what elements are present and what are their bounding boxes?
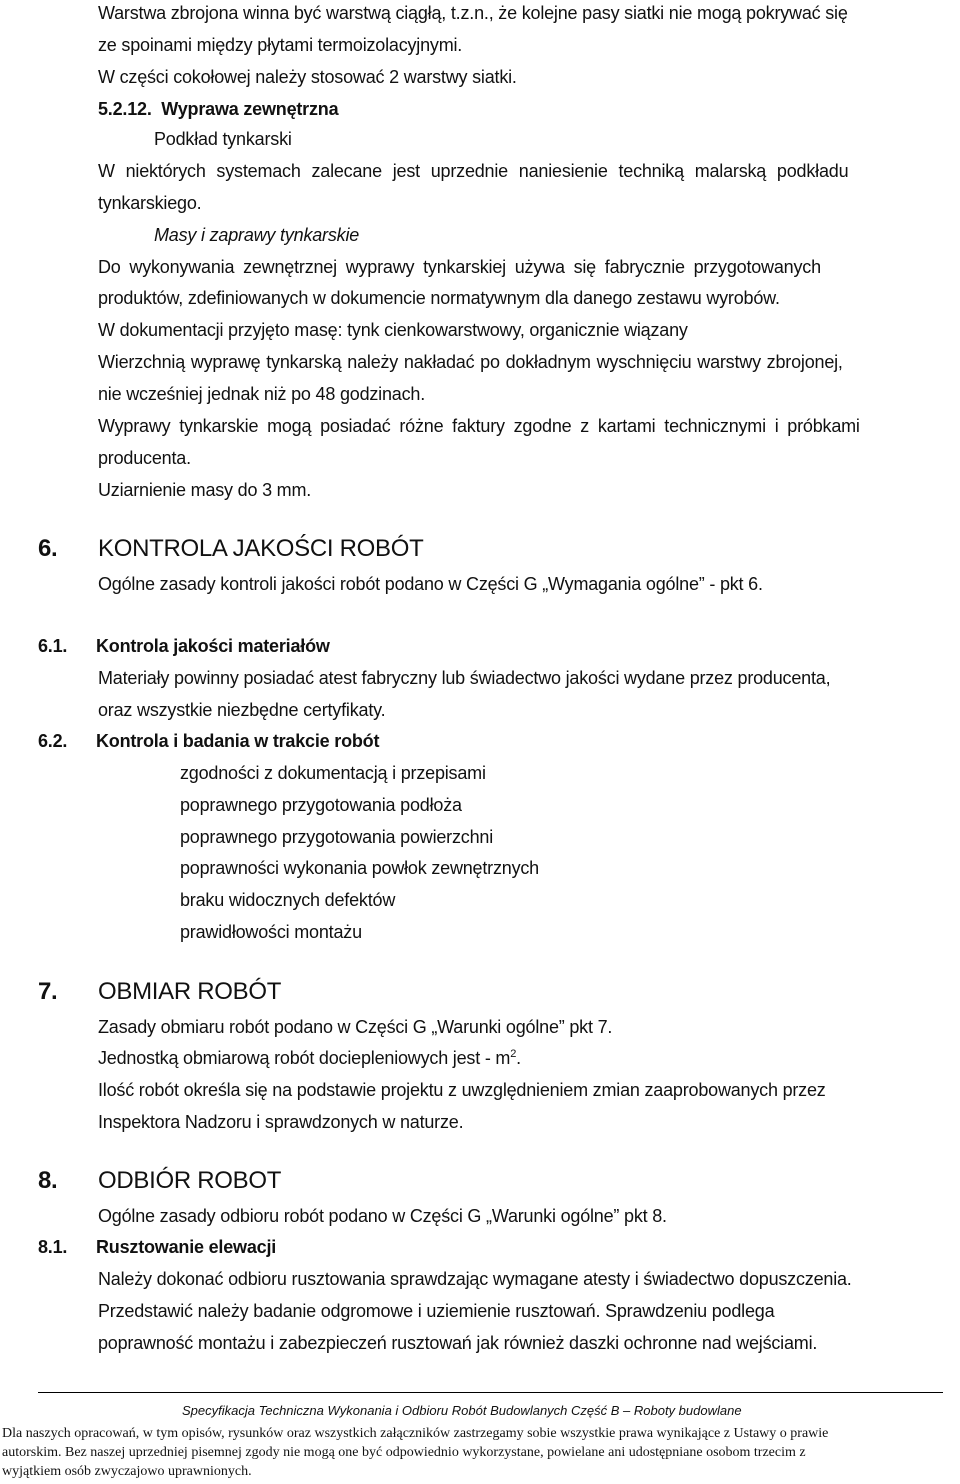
- text: Warstwa zbrojona winna być warstwą ciągłą, t.z.n., że kolejne pasy siatki nie mogą pokrywać się: [98, 3, 848, 23]
- paragraph-line: nie wcześniej jednak niż po 48 godzinach.: [98, 384, 426, 404]
- section-number: 6.2.: [38, 731, 68, 751]
- section-title: Kontrola i badania w trakcie robót: [96, 731, 380, 751]
- paragraph-line: Materiały powinny posiadać atest fabryczny lub świadectwo jakości wydane przez producenta,: [98, 668, 831, 688]
- section-heading-7: [38, 978, 281, 1006]
- section-title: KONTROLA JAKOŚCI ROBÓT: [98, 535, 424, 562]
- paragraph-line: W dokumentacji przyjęto masę: tynk cienkowarstwowy, organicznie wiązany: [98, 320, 688, 340]
- section-title: ODBIÓR ROBOT: [98, 1167, 282, 1194]
- paragraph-line: ze spoinami między płytami termoizolacyjnymi.: [98, 35, 463, 55]
- section-title: Kontrola jakości materiałów: [96, 636, 330, 656]
- section-number: 6.: [38, 535, 58, 562]
- paragraph-line: [98, 1046, 521, 1070]
- section-number: 8.1.: [38, 1237, 68, 1257]
- footer-copyright-line: Dla naszych opracowań, w tym opisów, rysunków oraz wszystkich załączników zastrzegamy sobie wszystkie prawa wynikające z Ustawy o prawie: [2, 1426, 829, 1441]
- list-item: poprawności wykonania powłok zewnętrznych: [180, 858, 539, 878]
- list-item: prawidłowości montażu: [180, 922, 362, 942]
- paragraph-line: Ogólne zasady odbioru robót podano w Części G „Warunki ogólne” pkt 8.: [98, 1206, 667, 1226]
- list-item: braku widocznych defektów: [180, 890, 396, 910]
- text: Jednostką obmiarową robót dociepleniowych jest - m: [98, 1048, 511, 1068]
- section-title: Rusztowanie elewacji: [96, 1237, 277, 1257]
- section-number: 6.1.: [38, 636, 68, 656]
- subheading-masy: Masy i zaprawy tynkarskie: [154, 225, 360, 245]
- paragraph-line: Uziarnienie masy do 3 mm.: [98, 480, 312, 500]
- paragraph-line: W niektórych systemach zalecane jest uprzednie naniesienie techniką malarską podkładu: [98, 161, 849, 181]
- section-number: 5.2.12.: [98, 99, 152, 119]
- paragraph-line: Inspektora Nadzoru i sprawdzonych w naturze.: [98, 1112, 464, 1132]
- section-heading-6-1: [38, 634, 330, 658]
- paragraph-line: Należy dokonać odbioru rusztowania sprawdzając wymagane atesty i świadectwo dopuszczenia.: [98, 1269, 852, 1289]
- footer-copyright-line: wyjątkiem osób zwyczajowo uprawnionych.: [2, 1464, 252, 1479]
- paragraph-line: [98, 1, 936, 25]
- paragraph-line: Wyprawy tynkarskie mogą posiadać różne faktury zgodne z kartami technicznymi i próbkami: [98, 416, 860, 436]
- section-number: 7.: [38, 978, 58, 1005]
- section-heading-6-2: [38, 729, 379, 753]
- paragraph-line: Wierzchnią wyprawę tynkarską należy nakładać po dokładnym wyschnięciu warstwy zbrojonej,: [98, 352, 843, 372]
- paragraph-line: W części cokołowej należy stosować 2 warstwy siatki.: [98, 67, 517, 87]
- subheading-podklad: Podkład tynkarski: [154, 129, 292, 149]
- paragraph-line: Przedstawić należy badanie odgromowe i uziemienie rusztowań. Sprawdzeniu podlega: [98, 1301, 775, 1321]
- section-heading-8: [38, 1167, 281, 1195]
- list-item: poprawnego przygotowania powierzchni: [180, 827, 493, 847]
- section-number: 8.: [38, 1167, 58, 1194]
- paragraph-line: Ilość robót określa się na podstawie projektu z uwzględnieniem zmian zaaprobowanych przez: [98, 1080, 826, 1100]
- paragraph-line: tynkarskiego.: [98, 193, 202, 213]
- section-heading-6: [38, 535, 423, 563]
- superscript: 2: [510, 1048, 517, 1060]
- paragraph-line: Do wykonywania zewnętrznej wyprawy tynkarskiej używa się fabrycznie przygotowanych: [98, 257, 821, 277]
- footer-copyright-line: autorskim. Bez naszej uprzedniej pisemnej zgody nie mogą one być odpowiednio wykorzystane, powielane ani udostępniane osobom trzecim z: [2, 1445, 806, 1460]
- section-heading-5-2-12: [98, 97, 338, 121]
- section-title: Wyprawa zewnętrzna: [161, 99, 339, 119]
- paragraph-line: Zasady obmiaru robót podano w Części G „Warunki ogólne” pkt 7.: [98, 1017, 613, 1037]
- list-item: poprawnego przygotowania podłoża: [180, 795, 462, 815]
- paragraph-line: poprawność montażu i zabezpieczeń rusztowań jak również daszki ochronne nad wejściami.: [98, 1333, 818, 1353]
- section-title: OBMIAR ROBÓT: [98, 978, 282, 1005]
- section-heading-8-1: [38, 1235, 276, 1259]
- paragraph-line: oraz wszystkie niezbędne certyfikaty.: [98, 700, 386, 720]
- footer-divider: [38, 1392, 943, 1393]
- paragraph-line: produktów, zdefiniowanych w dokumencie normatywnym dla danego zestawu wyrobów.: [98, 288, 780, 308]
- text: .: [516, 1048, 521, 1068]
- list-item: zgodności z dokumentacją i przepisami: [180, 763, 486, 783]
- footer-title: Specyfikacja Techniczna Wykonania i Odbioru Robót Budowlanych Część B – Roboty budowlane: [182, 1403, 742, 1418]
- paragraph-line: producenta.: [98, 448, 191, 468]
- paragraph-line: Ogólne zasady kontroli jakości robót podano w Części G „Wymagania ogólne” - pkt 6.: [98, 574, 763, 594]
